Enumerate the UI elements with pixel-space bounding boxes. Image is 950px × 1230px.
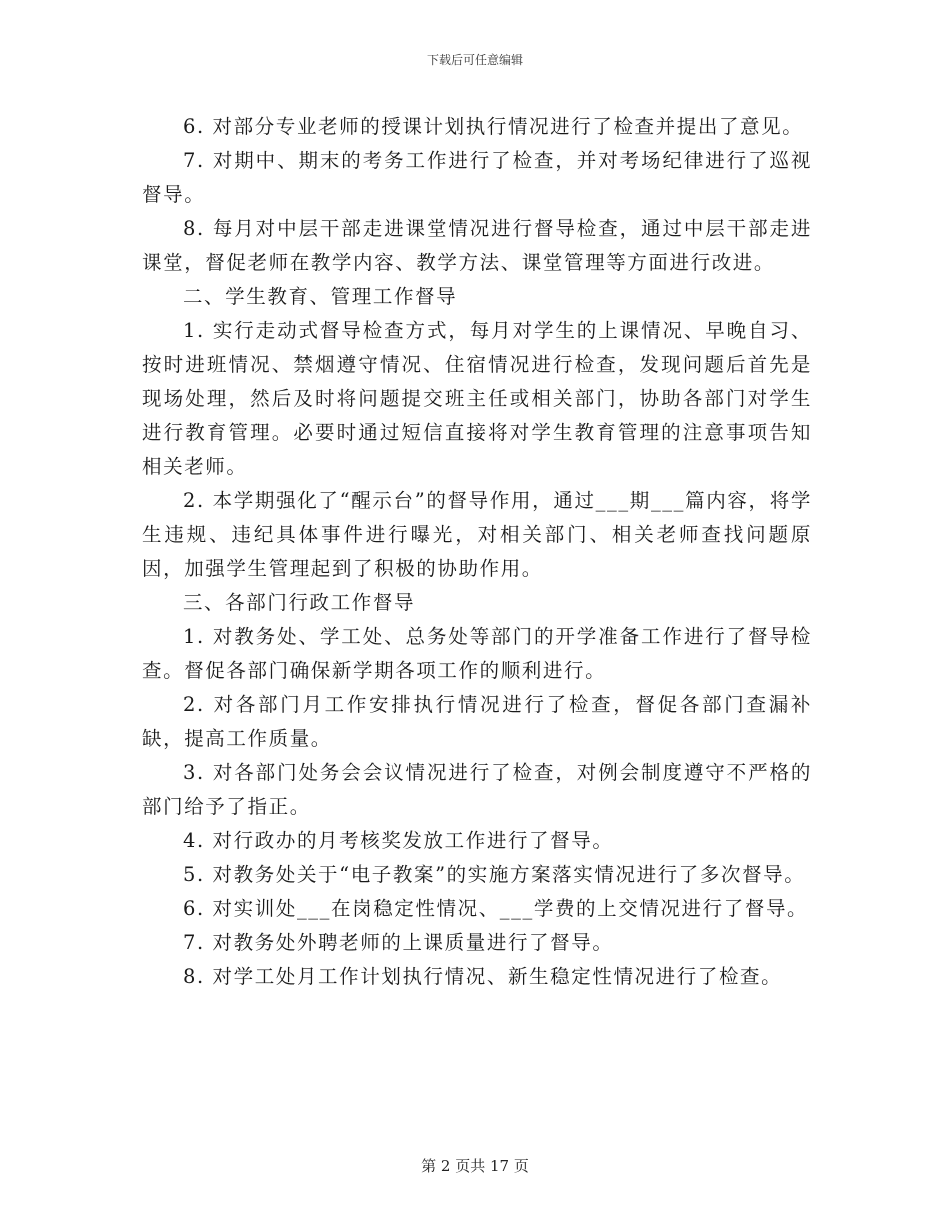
paragraph-student-item-1: 1. 实行走动式督导检查方式，每月对学生的上课情况、早晚自习、按时进班情况、禁烟遵守情况、住宿情况进行检查，发现问题后首先是现场处理，然后及时将问题提交班主任或相关部门，协助各部门对学生进行教育管理。必要时通过短信直接将对学生教育管理的注意事项告知相关老师。 — [142, 319, 812, 478]
paragraph-admin-item-6: 6. 对实训处___在岗稳定性情况、___学费的上交情况进行了督导。 — [182, 897, 809, 920]
paragraph-item-6-lesson-plans: 6. 对部分专业老师的授课计划执行情况进行了检查并提出了意见。 — [182, 115, 804, 138]
paragraph-admin-item-4: 4. 对行政办的月考核奖发放工作进行了督导。 — [182, 829, 614, 852]
paragraph-admin-item-5: 5. 对教务处关于“电子教案”的实施方案落实情况进行了多次督导。 — [182, 863, 806, 886]
paragraph-admin-item-7: 7. 对教务处外聘老师的上课质量进行了督导。 — [182, 931, 614, 954]
document-body — [142, 110, 812, 994]
paragraph-admin-item-3: 3. 对各部门处务会会议情况进行了检查，对例会制度遵守不严格的部门给予了指正。 — [142, 761, 812, 818]
section-heading-administrative: 三、各部门行政工作督导 — [182, 591, 416, 614]
paragraph-admin-item-2: 2. 对各部门月工作安排执行情况进行了检查，督促各部门查漏补缺，提高工作质量。 — [142, 693, 812, 750]
paragraph-student-item-2: 2. 本学期强化了“醒示台”的督导作用，通过___期___篇内容，将学生违规、违纪具体事件进行曝光，对相关部门、相关老师查找问题原因，加强学生管理起到了积极的协助作用。 — [142, 489, 812, 580]
page-header: 下载后可任意编辑 — [426, 53, 523, 67]
paragraph-admin-item-1: 1. 对教务处、学工处、总务处等部门的开学准备工作进行了督导检查。督促各部门确保新学期各项工作的顺利进行。 — [142, 625, 812, 682]
paragraph-admin-item-8: 8. 对学工处月工作计划执行情况、新生稳定性情况进行了检查。 — [182, 965, 783, 988]
section-heading-student-management: 二、学生教育、管理工作督导 — [182, 285, 458, 308]
paragraph-item-7-exam-affairs: 7. 对期中、期末的考务工作进行了检查，并对考场纪律进行了巡视督导。 — [142, 149, 812, 206]
paragraph-item-8-cadre-classroom: 8. 每月对中层干部走进课堂情况进行督导检查，通过中层干部走进课堂，督促老师在教学内容、教学方法、课堂管理等方面进行改进。 — [142, 217, 812, 274]
page-footer: 第 2 页共 17 页 — [421, 1157, 529, 1175]
